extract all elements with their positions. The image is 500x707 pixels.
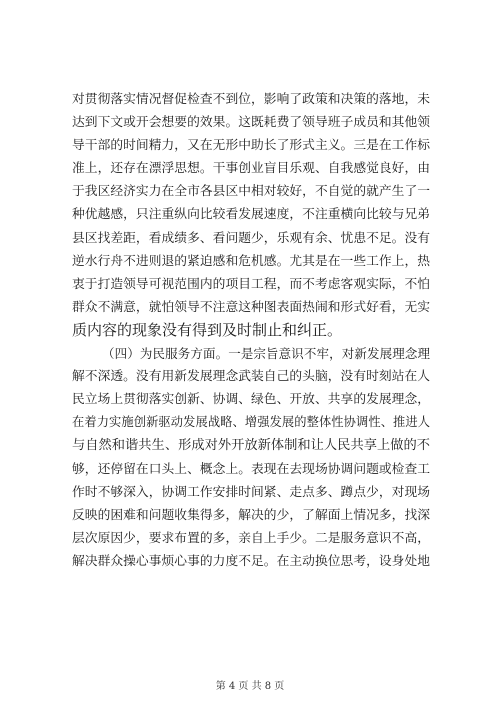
text-line: 民立场上贯彻落实创新、协调、绿色、开放、共享的发展理念， (72, 392, 430, 408)
text-line: 解不深透。没有用新发展理念武装自己的头脑，没有时刻站在人 (72, 369, 430, 385)
text-line: 准上，还存在漂浮思想。干事创业盲目乐观、自我感觉良好，由 (72, 161, 430, 177)
text-line: 层次原因少，要求布置的多，亲自上手少。二是服务意识不高， (72, 530, 430, 546)
text-line: 县区找差距，看成绩多、看问题少，乐观有余、忧患不足。没有 (72, 230, 430, 246)
text-line: 作时不够深入，协调工作安排时间紧、走点多、蹲点少，对现场 (72, 484, 430, 500)
text-line: 解决群众操心事烦心事的力度不足。在主动换位思考，设身处地 (72, 553, 430, 569)
paragraph-heading-line: （四）为民服务方面。一是宗旨意识不牢，对新发展理念理 (102, 346, 430, 362)
text-line: 于我区经济实力在全市各县区中相对较好，不自觉的就产生了一 (72, 184, 430, 200)
text-line: 在着力实施创新驱动发展战略、增强发展的整体性协调性、推进人 (72, 415, 430, 430)
text-line: 衷于打造领导可视范围内的项目工程，而不考虑客观实际，不怕 (72, 276, 430, 292)
text-line: 导干部的时间精力，又在无形中助长了形式主义。三是在工作标 (72, 138, 430, 154)
text-line: 反映的困难和问题收集得多，解决的少，了解面上情况多，找深 (72, 507, 430, 523)
page-number-footer: 第 4 页 共 8 页 (215, 681, 285, 692)
text-line: 达到下文或开会想要的效果。这既耗费了领导班子成员和其他领 (72, 115, 430, 131)
text-line: 逆水行舟不进则退的紧迫感和危机感。尤其是在一些工作上，热 (72, 253, 430, 269)
text-line: 与自然和谐共生、形成对外开放新体制和让人民共享上做的不 (72, 438, 430, 454)
text-line: 种优越感，只注重纵向比较看发展速度，不注重横向比较与兄弟 (72, 207, 430, 223)
text-line: 对贯彻落实情况督促检查不到位，影响了政策和决策的落地，未 (72, 92, 430, 107)
body-text (72, 88, 430, 573)
text-line: 质内容的现象没有得到及时制止和纠正。 (72, 320, 343, 339)
text-line: 够，还停留在口头上、概念上。表现在去现场协调问题或检查工 (72, 461, 430, 477)
text-line: 群众不满意，就怕领导不注意这种图表面热闹和形式好看，无实 (72, 299, 430, 315)
